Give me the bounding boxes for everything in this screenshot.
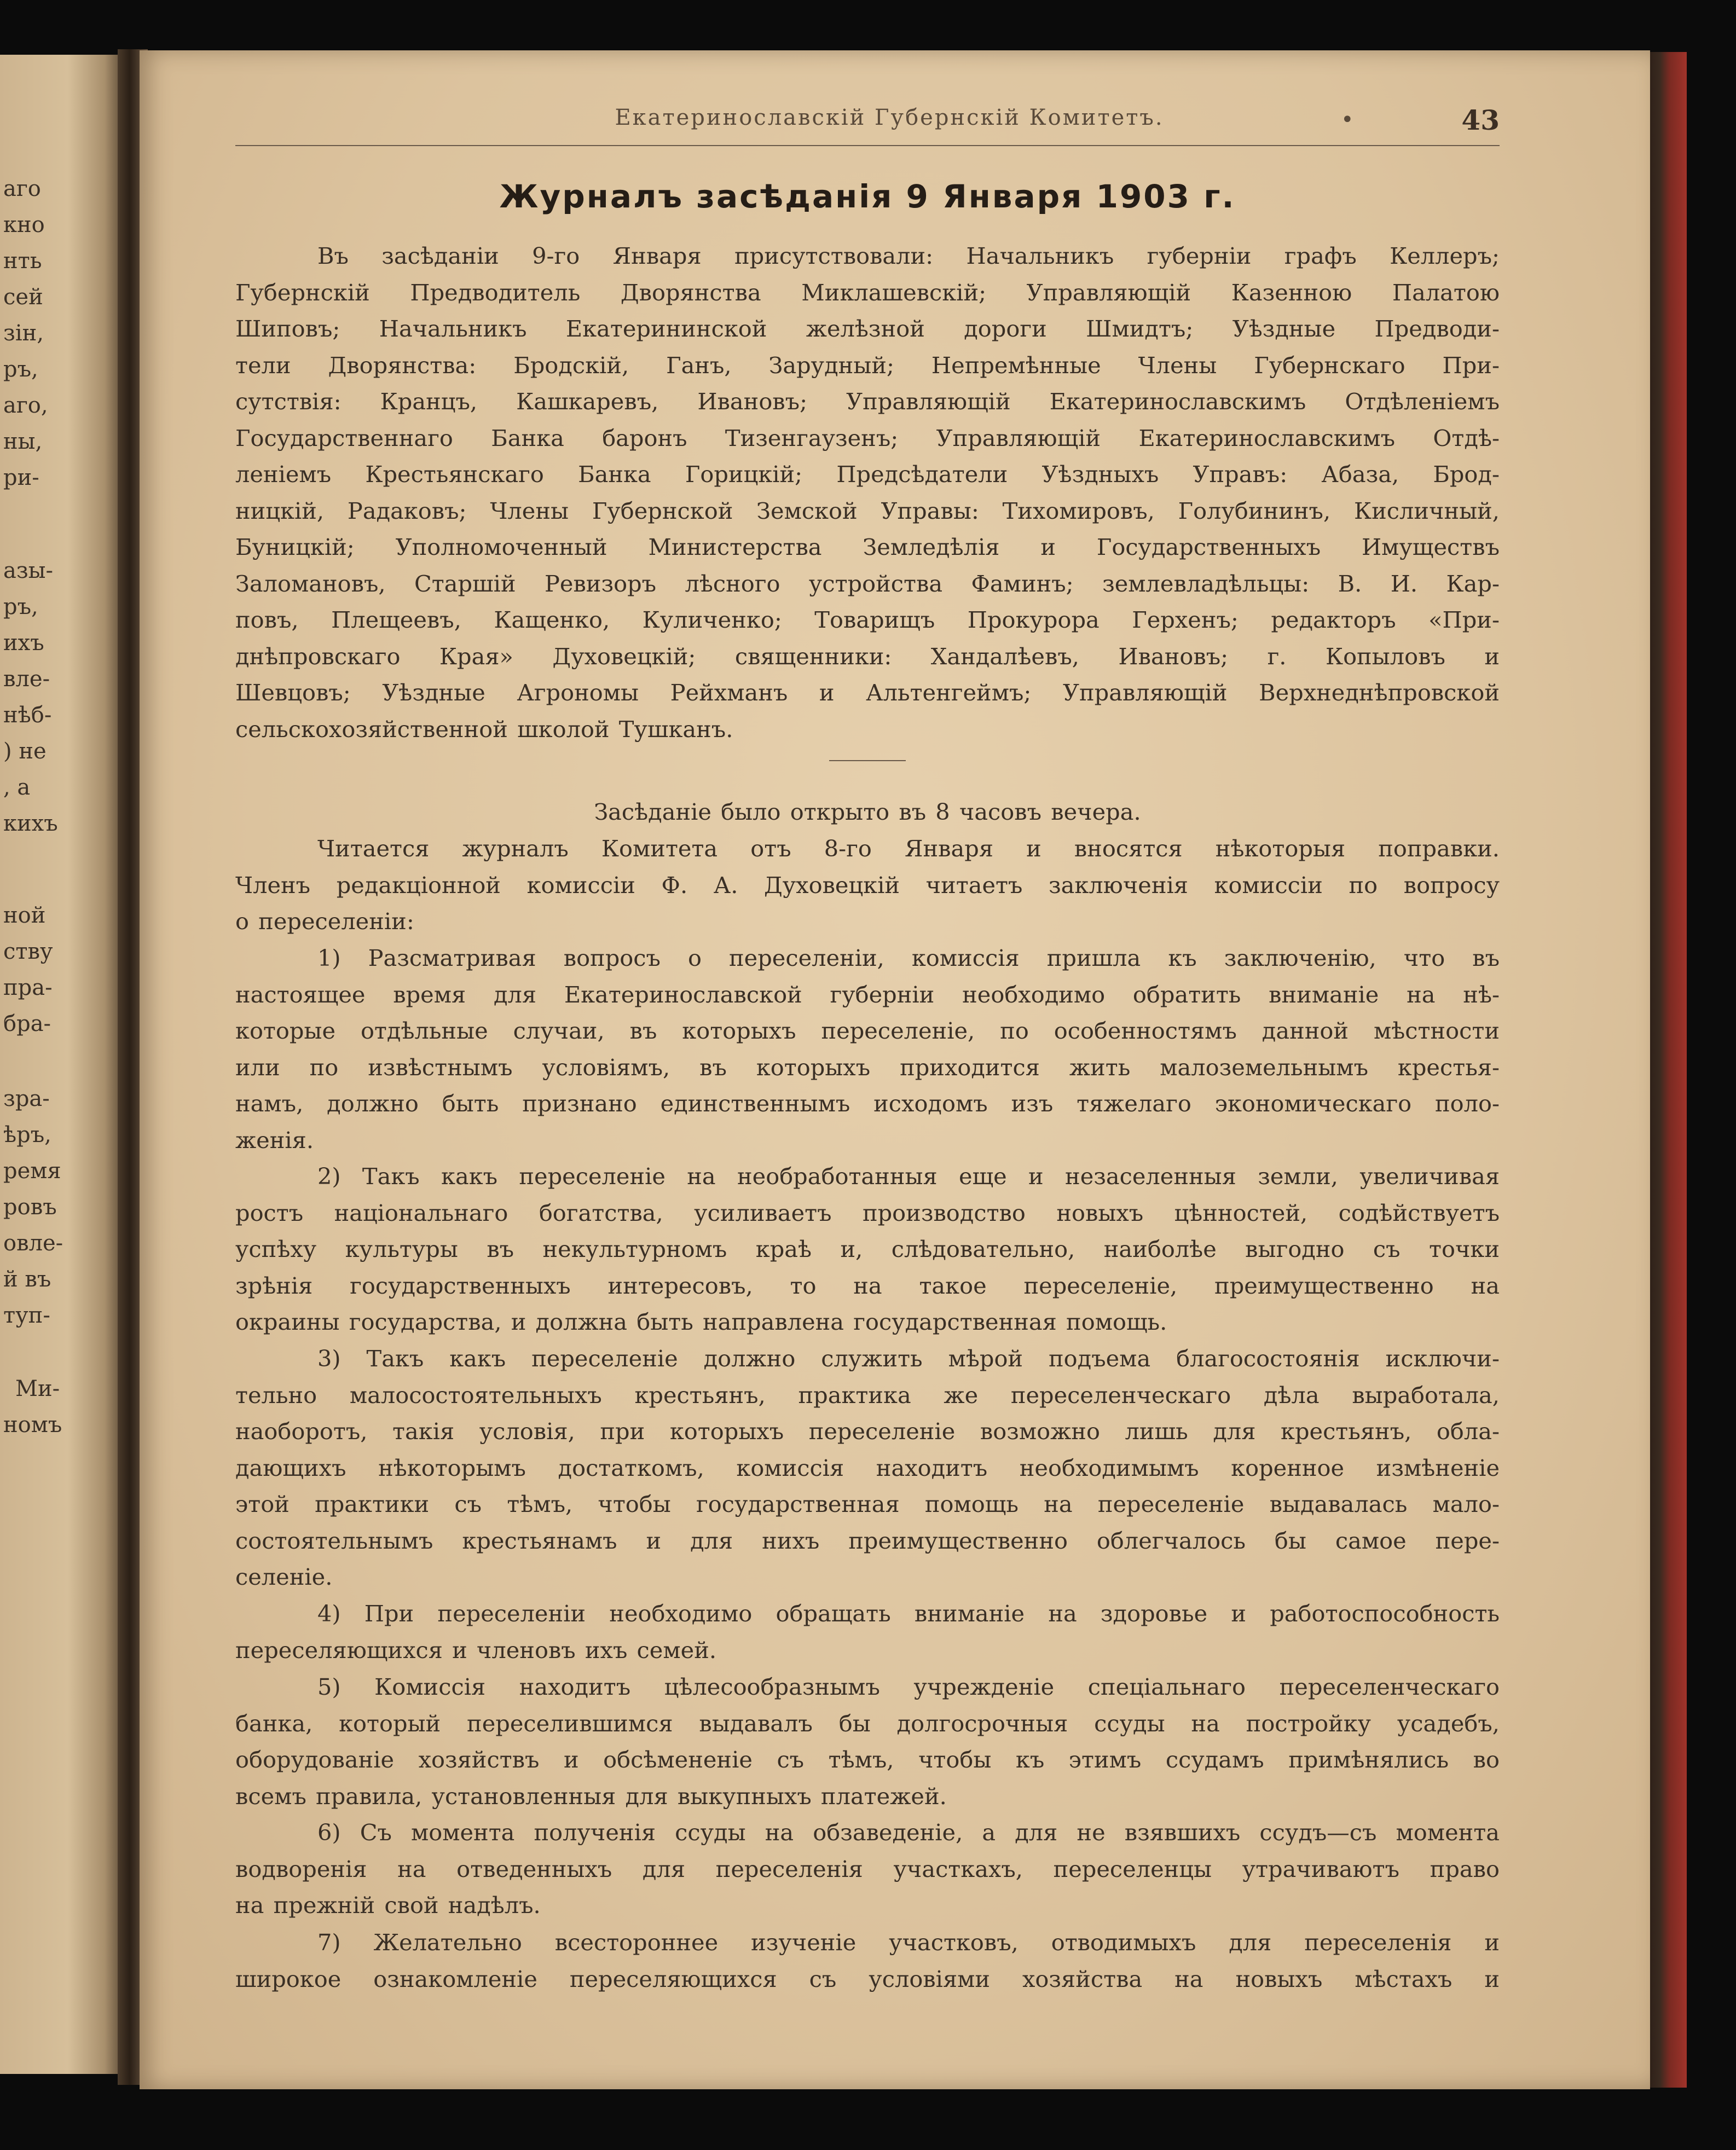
- left-page-fragment: ремя: [3, 1158, 61, 1184]
- left-page-fragment: нть: [3, 248, 42, 274]
- text-line: этой практики съ тѣмъ, чтобы государственная помощь на переселеніе выдавалась мало-: [235, 1491, 1500, 1517]
- text-line: 2) Такъ какъ переселеніе на необработанныя еще и незаселенныя земли, увеличивая: [317, 1163, 1500, 1190]
- text-line: Заломановъ, Старшій Ревизоръ лѣсного устройства Фаминъ; землевладѣльцы: В. И. Кар-: [235, 570, 1500, 597]
- text-line: 5) Комиссія находитъ цѣлесообразнымъ учрежденіе спеціальнаго переселенческаго: [317, 1673, 1500, 1700]
- left-page-fragment: овле-: [3, 1231, 63, 1256]
- text-line: зрѣнія государственныхъ интересовъ, то на такое переселеніе, преимущественно на: [235, 1272, 1500, 1299]
- left-page-fragment: ны,: [3, 429, 43, 454]
- running-head: Екатеринославскій Губернскій Комитетъ.: [615, 105, 1164, 130]
- text-line: переселяющихся и членовъ ихъ семей.: [235, 1636, 717, 1664]
- intro-paragraph: [235, 831, 1500, 940]
- left-page-fragment: ству: [3, 939, 53, 964]
- text-line: днѣпровскаго Края» Духовецкій; священники: Хандалѣевъ, Ивановъ; г. Копыловъ и: [235, 642, 1500, 670]
- text-line: 7) Желательно всестороннее изученіе участковъ, отводимыхъ для переселенія и: [317, 1929, 1500, 1956]
- session-opening: [235, 794, 1500, 831]
- text-line: о переселеніи:: [235, 908, 414, 935]
- point-7: [235, 1925, 1500, 1997]
- text-line: Губернскій Предводитель Дворянства Миклашевскій; Управляющій Казенною Палатою: [235, 279, 1500, 306]
- left-page-fragment: ръ,: [3, 594, 38, 619]
- text-line: наоборотъ, такія условія, при которыхъ переселеніе возможно лишь для крестьянъ, обла-: [235, 1418, 1500, 1445]
- left-page-fragment: кно: [3, 212, 45, 237]
- left-page-fragment: ръ,: [3, 357, 38, 382]
- text-line: повъ, Плещеевъ, Кащенко, Куличенко; Товарищъ Прокурора Герхенъ; редакторъ «При-: [235, 606, 1500, 633]
- text-line: женія.: [235, 1126, 314, 1154]
- left-page-fragment: ри-: [3, 465, 39, 490]
- left-page-fragment: ихъ: [3, 630, 44, 656]
- point-6: [235, 1815, 1500, 1924]
- left-page-fragment: ровъ: [3, 1195, 57, 1220]
- left-page-fragment: й въ: [3, 1267, 51, 1292]
- text-line: окраины государства, и должна быть направлена государственная помощь.: [235, 1308, 1167, 1335]
- section-divider: [829, 760, 906, 761]
- left-page-fragment: бра-: [3, 1011, 51, 1036]
- text-line: Засѣданіе было открыто въ 8 часовъ вечера.: [594, 798, 1141, 825]
- left-page-fragment: пра-: [3, 975, 53, 1000]
- page-number: 43: [1461, 104, 1500, 136]
- text-line: Членъ редакціонной комиссіи Ф. А. Духовецкій читаетъ заключенія комиссіи по вопросу: [235, 871, 1500, 899]
- left-page-fragment: сей: [3, 285, 43, 310]
- header-rule: [235, 145, 1500, 146]
- left-page-fragment: кихъ: [3, 811, 58, 836]
- left-page-fragment: , а: [3, 775, 31, 800]
- text-line: оборудованіе хозяйствъ и обсѣмененіе съ тѣмъ, чтобы къ этимъ ссудамъ примѣнялись во: [235, 1746, 1500, 1773]
- text-line: тельно малосостоятельныхъ крестьянъ, практика же переселенческаго дѣла выработала,: [235, 1381, 1500, 1409]
- point-1: [235, 940, 1500, 1158]
- attendance-paragraph: [235, 238, 1500, 747]
- point-5: [235, 1669, 1500, 1815]
- left-page-fragment: зра-: [3, 1086, 50, 1111]
- text-line: 4) При переселеніи необходимо обращать вниманіе на здоровье и работоспособность: [317, 1600, 1500, 1627]
- left-page-fragment: нѣб-: [3, 703, 52, 728]
- text-line: ростъ національнаго богатства, усиливаетъ производство новыхъ цѣнностей, содѣйствуетъ: [235, 1199, 1500, 1226]
- text-line: состоятельнымъ крестьянамъ и для нихъ преимущественно облегчалось бы самое пере-: [235, 1527, 1500, 1554]
- left-page-fragment: зін,: [3, 321, 44, 346]
- left-page-edge: [0, 55, 123, 2074]
- text-line: сельскохозяйственной школой Тушканъ.: [235, 715, 733, 743]
- left-page-fragment: аго: [3, 176, 41, 201]
- point-4: [235, 1596, 1500, 1668]
- text-line: или по извѣстнымъ условіямъ, въ которыхъ приходится жить малоземельнымъ крестья-: [235, 1053, 1500, 1081]
- text-line: леніемъ Крестьянскаго Банка Горицкій; Предсѣдатели Уѣздныхъ Управъ: Абаза, Брод-: [235, 461, 1500, 488]
- text-line: дающихъ нѣкоторымъ достаткомъ, комиссія находитъ необходимымъ коренное измѣненіе: [235, 1454, 1500, 1481]
- text-line: широкое ознакомленіе переселяющихся съ условіями хозяйства на новыхъ мѣстахъ и: [235, 1965, 1500, 1992]
- point-2: [235, 1158, 1500, 1341]
- left-page-fragment: номъ: [3, 1412, 62, 1438]
- text-line: 6) Съ момента полученія ссуды на обзаведеніе, а для не взявшихъ ссудъ—съ момента: [317, 1819, 1500, 1846]
- left-page-fragment: ) не: [3, 739, 47, 764]
- text-line: ницкій, Радаковъ; Члены Губернской Земской Управы: Тихомировъ, Голубининъ, Кисличный,: [235, 497, 1500, 524]
- left-page-fragment: вле-: [3, 667, 50, 692]
- text-line: Шиповъ; Начальникъ Екатерининской желѣзной дороги Шмидтъ; Уѣздные Предводи-: [235, 315, 1500, 342]
- text-line: настоящее время для Екатеринославской губерніи необходимо обратить вниманіе на нѣ-: [235, 981, 1500, 1008]
- text-line: успѣху культуры въ некультурномъ краѣ и, слѣдовательно, наиболѣе выгодно съ точки: [235, 1236, 1500, 1262]
- text-line: 3) Такъ какъ переселеніе должно служить мѣрой подъема благосостоянія исключи-: [317, 1345, 1500, 1372]
- text-line: Шевцовъ; Уѣздные Агрономы Рейхманъ и Альтенгеймъ; Управляющій Верхнеднѣпровской: [235, 679, 1500, 706]
- text-line: Государственнаго Банка баронъ Тизенгаузенъ; Управляющій Екатеринославскимъ Отдѣ-: [235, 424, 1500, 451]
- text-line: 1) Разсматривая вопросъ о переселеніи, комиссія пришла къ заключенію, что въ: [317, 944, 1500, 971]
- left-page-fragment: Ми-: [15, 1376, 60, 1401]
- running-head-dot: •: [1341, 107, 1354, 132]
- left-page-fragment: аго,: [3, 393, 48, 418]
- text-line: Читается журналъ Комитета отъ 8-го Января и вносятся нѣкоторыя поправки.: [317, 835, 1500, 862]
- left-page-fragment: ѣръ,: [3, 1122, 51, 1148]
- text-line: всемъ правила, установленныя для выкупныхъ платежей.: [235, 1782, 947, 1810]
- point-3: [235, 1341, 1500, 1596]
- text-line: селеніе.: [235, 1563, 333, 1590]
- text-line: Въ засѣданіи 9-го Января присутствовали: Начальникъ губерніи графъ Келлеръ;: [317, 242, 1500, 269]
- text-line: тели Дворянства: Бродскій, Ганъ, Зарудный; Непремѣнные Члены Губернскаго При-: [235, 351, 1500, 379]
- page-title: Журналъ засѣданія 9 Января 1903 г.: [499, 178, 1236, 215]
- left-page-fragment: азы-: [3, 558, 54, 583]
- text-line: которые отдѣльные случаи, въ которыхъ переселеніе, по особенностямъ данной мѣстности: [235, 1017, 1500, 1044]
- text-line: банка, который переселившимся выдавалъ бы долгосрочныя ссуды на постройку усадебъ,: [235, 1709, 1500, 1737]
- text-line: Буницкій; Уполномоченный Министерства Земледѣлія и Государственныхъ Имуществъ: [235, 534, 1500, 560]
- left-page-fragment: туп-: [3, 1303, 50, 1328]
- text-line: на прежній свой надѣлъ.: [235, 1892, 541, 1919]
- text-line: сутствія: Кранцъ, Кашкаревъ, Ивановъ; Управляющій Екатеринославскимъ Отдѣленіемъ: [235, 388, 1500, 415]
- book-cover-edge: [1648, 52, 1687, 2088]
- left-page-fragment: ной: [3, 903, 46, 928]
- text-line: водворенія на отведенныхъ для переселенія участкахъ, переселенцы утрачиваютъ право: [235, 1855, 1500, 1882]
- text-line: намъ, должно быть признано единственнымъ исходомъ изъ тяжелаго экономическаго поло-: [235, 1090, 1500, 1117]
